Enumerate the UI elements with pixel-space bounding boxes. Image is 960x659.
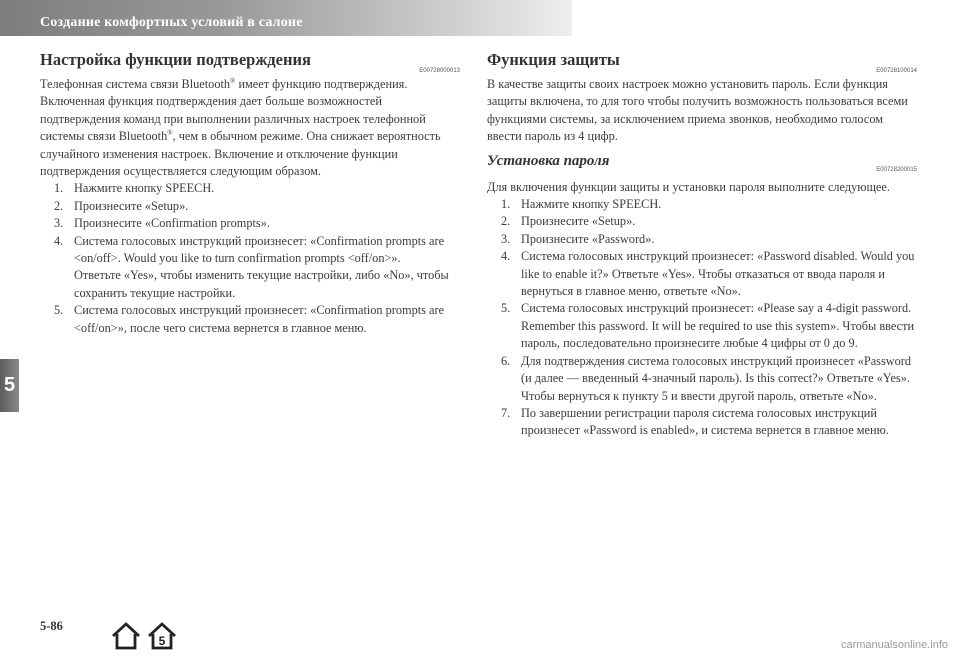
page-number: 5-86: [40, 619, 63, 633]
chapter-tab-label: 5: [3, 374, 16, 396]
chapter-title: Создание комфортных условий в салоне: [40, 15, 303, 30]
right-column: [487, 50, 917, 440]
steps-list: [487, 196, 917, 440]
subsection-code: E00728200015: [876, 166, 917, 173]
chapter-header-bar: [0, 0, 572, 36]
description-paragraph: Включенная функция подтверждения дает больше возможностей подтверждения команд при выполнении различных настроек телефонной системы связи Bluetooth®, чем в обычном режиме. Она снижает вероятность случайного изменения настроек. Включение и отключение функции подтверждения осуществляется следующим образом.: [40, 94, 441, 179]
section-header: [487, 50, 917, 76]
intro-paragraph: Телефонная система связи Bluetooth® имеет функцию подтверждения.: [40, 76, 408, 91]
section-header: [40, 50, 460, 76]
list-item: 1. Нажмите кнопку SPEECH.: [54, 181, 215, 196]
list-item: 6. Для подтверждения система голосовых инструкций произнесет «Password (и далее — введенный 4-значный пароль). Is this correct?» Ответьте «Yes». Чтобы вернуться к пункту 5 и ввести другой пароль, ответьте «No».: [501, 353, 912, 403]
list-item: 3. Произнесите «Password».: [501, 231, 655, 246]
section-code: E00728000013: [419, 68, 460, 74]
list-item: 4. Система голосовых инструкций произнесет: «Confirmation prompts are <on/off>. Would you like to turn confirmation prompts <off/on>». Ответьте «Yes», чтобы изменить текущие настройки, либо «No», чтобы сохранить текущие настройки.: [54, 233, 449, 300]
section-code: E00728100014: [876, 68, 917, 74]
watermark: carmanualsonline.info: [840, 639, 948, 651]
list-item: 1. Нажмите кнопку SPEECH.: [501, 197, 662, 212]
subsection-intro: Для включения функции защиты и установки пароля выполните следующее.: [487, 179, 890, 194]
chapter-tab[interactable]: [0, 359, 19, 412]
section-index-number: 5: [158, 634, 166, 648]
section-title: Функция защиты: [487, 50, 620, 69]
list-item: 4. Система голосовых инструкций произнесет: «Password disabled. Would you like to enable it?» Ответьте «Yes». Чтобы отказаться от ввода пароля и вернуться в главное меню, ответьте «No».: [501, 249, 915, 299]
intro-paragraph: В качестве защиты своих настроек можно установить пароль. Если функция защиты включена, то для того чтобы получить возможность пользоваться всеми функциями системы, за исключением приема звонков, необходимо голосом ввести пароль из 4 цифр.: [487, 77, 908, 144]
list-item: 3. Произнесите «Confirmation prompts».: [54, 216, 270, 231]
list-item: 2. Произнесите «Setup».: [501, 214, 636, 229]
home-icon[interactable]: [110, 621, 142, 651]
left-column: [40, 50, 460, 337]
section-index-icon[interactable]: [146, 621, 178, 651]
subsection-title: Установка пароля: [487, 152, 610, 169]
list-item: 5. Система голосовых инструкций произнесет: «Please say a 4-digit password. Remember this password. It will be required to use this system». Чтобы ввести пароль, последовательно произнесите любые 4 цифры от 0 до 9.: [501, 301, 915, 351]
subsection-header: [487, 153, 917, 179]
list-item: 7. По завершении регистрации пароля система голосовых инструкций произнесет «Password is enabled», и система вернется в главное меню.: [501, 405, 889, 438]
list-item: 2. Произнесите «Setup».: [54, 198, 189, 213]
section-title: Настройка функции подтверждения: [40, 50, 311, 69]
steps-list: [40, 180, 460, 337]
list-item: 5. Система голосовых инструкций произнесет: «Confirmation prompts are <off/on>», после чего система вернется в главное меню.: [54, 303, 445, 335]
